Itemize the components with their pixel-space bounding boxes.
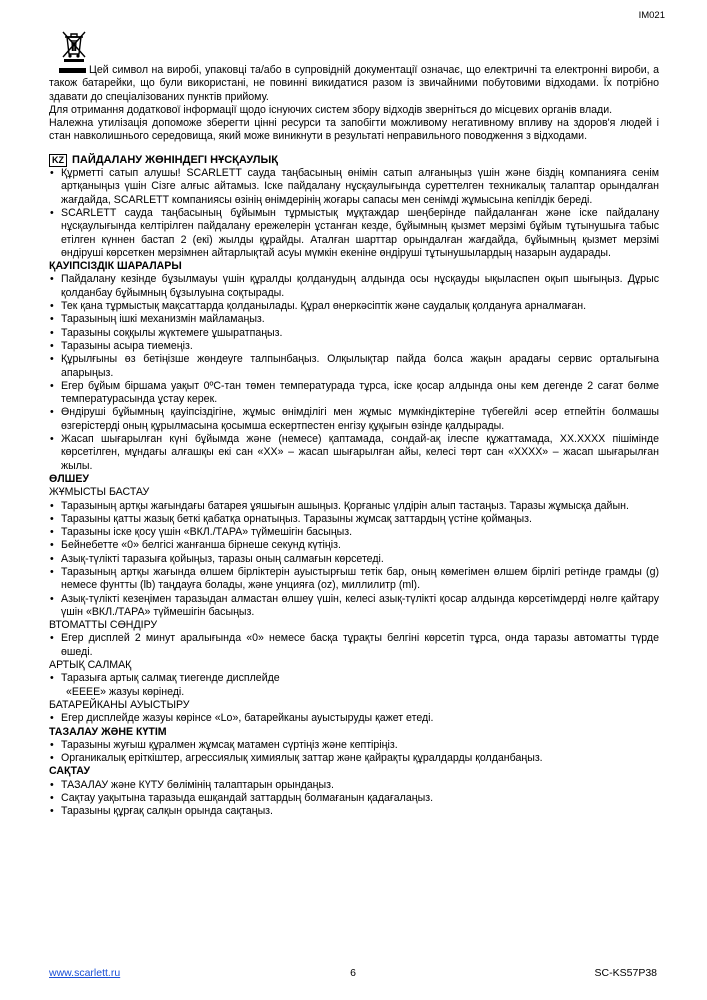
list-item: • Егер дисплейде жазуы көрінсе «Lo», батарейканы ауыстыруды қажет етеді. <box>49 712 659 725</box>
list-item: • Азық-түлікті таразыға қойыңыз, таразы оның салмағын көрсетеді. <box>49 553 659 566</box>
list-item: • Таразының артқы жағындағы батарея ұяшығын ашыңыз. Қорғаныс үлдірін алып тастаңыз. Таразы жұмысқа дайын. <box>49 500 659 513</box>
website-link[interactable]: www.scarlett.ru <box>49 967 121 979</box>
weee-section <box>49 30 659 144</box>
list-item: • Жасап шығарылған күні бұйымда және (немесе) қаптамада, сондай-ақ ілеспе құжаттамада, XX.XXXX пішімінде көрсетілген, мұндағы алғашқы екі сан «XX» – жасап шығарылған айы, келесі төрт сан «XXXX» – жасап шығарылған жылы. <box>49 433 659 473</box>
autooff-heading: ВТОМАТТЫ СӨНДІРУ <box>49 619 158 632</box>
list-item: • Құрылғыны өз бетіңізше жөндеуге талпынбаңыз. Олқылықтар пайда болса жақын арадағы сервис орталығына апарыңыз. <box>49 353 659 380</box>
autooff-list <box>49 632 659 659</box>
measure-heading: ӨЛШЕУ <box>49 472 89 485</box>
crossed-bin-icon <box>61 30 87 62</box>
page-footer <box>49 967 657 981</box>
overload-list <box>49 672 659 685</box>
weee-paragraph <box>49 64 659 104</box>
list-item: • Таразыны асыра тиемеңіз. <box>49 340 659 353</box>
disposal-paragraph: Належна утилізація допоможе зберегти цінні ресурси та запобігти можливому негативному впливу на здоров'я людей і стан навколишнього середовища, який може виникнути в результаті неправильного поводження з відходами. <box>49 117 659 143</box>
start-list <box>49 500 659 620</box>
model-code: SC-KS57P38 <box>594 967 657 979</box>
cleaning-list <box>49 739 659 766</box>
list-item: • Сақтау уақытына таразыда ешқандай заттардың болмағанын қадағалаңыз. <box>49 792 659 805</box>
list-item: • Таразыны құрғақ салқын орында сақтаңыз. <box>49 805 659 818</box>
battery-heading: БАТАРЕЙКАНЫ АУЫСТЫРУ <box>49 698 190 711</box>
list-item: • Құрметті сатып алушы! SCARLETT сауда таңбасының өнімін сатып алғаныңыз үшін және біздің компанияға сенім артқаныңыз үшін Сізге алғыс айтамыз. Іске пайдалану нұсқаулығында суреттелген техникалық талаптар орындалған жағдайда, SCARLETT компаниясы өзінің өнімдерінің жоғары сапасы мен сенімді жұмысына кепілдік береді. <box>49 167 659 207</box>
weee-text: Цей символ на виробі, упаковці та/або в супровідній документації означає, що електричні та електронні вироби, а також батарейки, що були використані, не повинні викидатися разом із звичайними побутовими відходами. Їх потрібно здавати до спеціалізованих пунктів прийому. <box>49 64 659 103</box>
list-item: • Пайдалану кезінде бұзылмауы үшін құралды қолданудың алдында осы нұсқауды ықыласпен оқып шығыңыз. Дұрыс қолданбау бұйымның бұзылуына соқтырады. <box>49 273 659 300</box>
list-item: • Тек қана тұрмыстық мақсаттарда қолданылады. Құрал өнеркәсіптік және саудалық қолдануға арналмаған. <box>49 300 659 313</box>
storage-list <box>49 779 659 819</box>
list-item: • Органикалық еріткіштер, агрессиялық химиялық заттар және қайрақты құралдарды қолданбаңыз. <box>49 752 659 765</box>
overload-heading: АРТЫҚ САЛМАҚ <box>49 659 132 672</box>
list-item: • Таразыны іске қосу үшін «ВКЛ./ТАРА» түймешігін басыңыз. <box>49 526 659 539</box>
list-item: • Егер дисплей 2 минут аралығында «0» немесе басқа тұрақты белгіні көрсетіп тұрса, онда таразы автоматты түрде өшеді. <box>49 632 659 659</box>
list-item: • Таразының артқы жағында өлшем бірліктерін ауыстырғыш тетік бар, оның көмегімен өлшем бірлігі ретінде грамды (g) немесе фунтты (lb) таңдауға болады, және унцияға (oz), миллилитр (ml). <box>49 566 659 593</box>
page-content <box>49 30 659 819</box>
overload-continuation: «EEEE» жазуы көрінеді. <box>66 685 185 698</box>
list-item: • Бейнебетте «0» белгісі жанғанша бірнеше секунд күтіңіз. <box>49 539 659 552</box>
safety-heading: ҚАУІПСІЗДІК ШАРАЛАРЫ <box>49 260 182 273</box>
kz-language-badge: KZ <box>49 154 67 167</box>
intro-list <box>49 167 659 260</box>
document-code: IM021 <box>638 10 665 21</box>
list-item: • Таразының ішкі механизмін майламаңыз. <box>49 313 659 326</box>
list-item: • ТАЗАЛАУ және КҮТУ бөлімінің талаптарын орындаңыз. <box>49 779 659 792</box>
list-item: • Таразыға артық салмақ тиегенде дисплейде <box>49 672 659 685</box>
weee-bar <box>59 68 86 73</box>
cleaning-heading: ТАЗАЛАУ ЖӘНЕ КҮТІМ <box>49 725 167 738</box>
list-item: • Азық-түлікті кезеңімен таразыдан алмастан өлшеу үшін, келесі азық-түлікті қосар алдында көрсетімдерді нөлге қайтару үшін «ВКЛ./ТАРА» түймешігін басыңыз. <box>49 593 659 620</box>
info-paragraph: Для отримання додаткової інформації щодо існуючих систем збору відходів зверніться до місцевих органів влади. <box>49 103 613 116</box>
list-item: • Таразыны жуғыш құралмен жұмсақ матамен сүртіңіз және кептіріңіз. <box>49 739 659 752</box>
page-number: 6 <box>350 967 356 979</box>
start-heading: ЖҰМЫСТЫ БАСТАУ <box>49 486 150 499</box>
list-item: • Өндіруші бұйымның қауіпсіздігіне, жұмыс өнімділігі мен жұмыс мүмкіндіктеріне түбегейлі әсер етпейтін болмашы өзгерістерді оның құрылмасына қосымша ескертпестен енгізу құқығын өзінде қалдырады. <box>49 406 659 433</box>
battery-list <box>49 712 659 725</box>
list-item: • Егер бұйым біршама уақыт 0ºC-тан төмен температурада тұрса, іске қосар алдында оны кем дегенде 2 сағат бөлме температурасында ұстау керек. <box>49 380 659 407</box>
kz-title-text: ПАЙДАЛАНУ ЖӨНІНДЕГІ НҰСҚАУЛЫҚ <box>72 153 279 166</box>
safety-list <box>49 273 659 472</box>
kz-section-title <box>49 154 659 167</box>
list-item: • Таразыны қатты жазық беткі қабатқа орнатыңыз. Таразыны жұмсақ заттардың үстіне қоймаңыз. <box>49 513 659 526</box>
storage-heading: САҚТАУ <box>49 765 91 778</box>
list-item: • Таразыны соққылы жүктемеге ұшыратпаңыз. <box>49 327 659 340</box>
list-item: • SCARLETT сауда таңбасының бұйымын тұрмыстық мұқтаждар шеңберінде пайдаланған және іске пайдалану нұсқаулығында келтірілген пайдалану ережелерін ұстанған кезде, бұйымның қызмет мерзімі бұйым тұтынушыға табыс етілген күннен бастап 2 (екі) жылды құрайды. Аталған шарттар орындалған жағдайда, бұйымның қызмет мерзімі өндіруші көрсеткен мерзімнен айтарлықтай асуы мүмкін екеніне өндіруші тұтынушылардың назарын аударады. <box>49 207 659 260</box>
